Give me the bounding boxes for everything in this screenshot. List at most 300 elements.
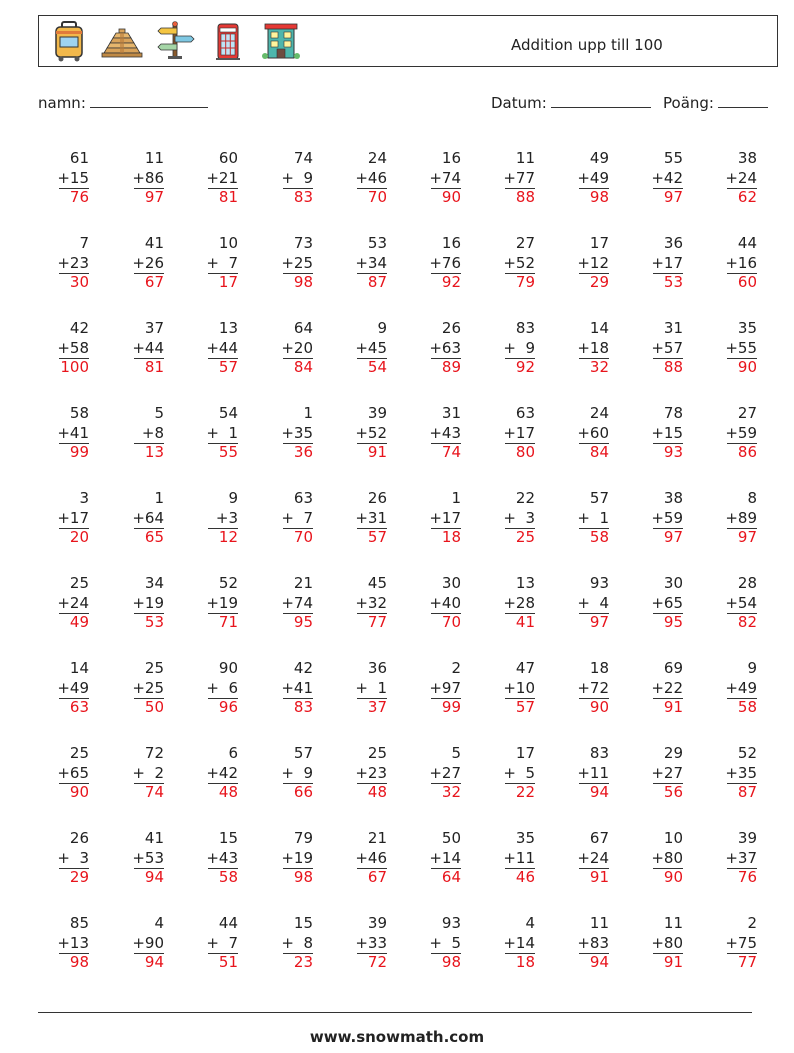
- addend-bottom: +55: [725, 338, 757, 357]
- addend-bottom: +32: [355, 593, 387, 612]
- answer: 32: [589, 358, 609, 376]
- answer-row: [104, 443, 164, 463]
- answer-row: [549, 273, 609, 293]
- sum-rule: [283, 698, 313, 699]
- problem: [29, 659, 89, 718]
- problem: [327, 914, 387, 973]
- answer-row: [623, 358, 683, 378]
- addend-top: 26: [69, 829, 89, 847]
- addend-bottom: +75: [725, 933, 757, 952]
- addend-bottom: +83: [577, 933, 609, 952]
- answer: 54: [367, 358, 387, 376]
- problem: [697, 319, 757, 378]
- addend-bottom: +97: [429, 678, 461, 697]
- addend-top: 34: [144, 574, 164, 592]
- addend-bottom: + 7: [281, 508, 313, 527]
- answer-row: [104, 273, 164, 293]
- sum-rule: [283, 528, 313, 529]
- problem: [327, 659, 387, 718]
- worksheet-header: [38, 15, 778, 67]
- addend-bottom: +90: [132, 933, 164, 952]
- sum-rule: [134, 783, 164, 784]
- problem: [475, 829, 535, 888]
- answer-row: [104, 868, 164, 888]
- addend-top: 16: [441, 149, 461, 167]
- addend-bottom: +11: [577, 763, 609, 782]
- problem: [401, 489, 461, 548]
- sum-rule: [59, 528, 89, 529]
- footer-divider: [38, 1012, 752, 1013]
- problem: [104, 744, 164, 803]
- answer: 70: [293, 528, 313, 546]
- answer: 83: [293, 188, 313, 206]
- answer-row: [178, 613, 238, 633]
- addend-top: 1: [303, 404, 313, 422]
- addend-bottom: +54: [725, 593, 757, 612]
- problem: [401, 659, 461, 718]
- problem: [401, 234, 461, 293]
- sum-rule: [134, 868, 164, 869]
- problem: [401, 829, 461, 888]
- sum-rule: [208, 953, 238, 954]
- addend-bottom: +8: [141, 423, 164, 442]
- answer-row: [29, 868, 89, 888]
- sum-rule: [579, 613, 609, 614]
- answer: 100: [60, 358, 89, 376]
- answer: 89: [441, 358, 461, 376]
- sum-rule: [653, 528, 683, 529]
- addend-top: 39: [737, 829, 757, 847]
- sum-rule: [357, 273, 387, 274]
- problem: [549, 574, 609, 633]
- addend-bottom: +27: [651, 763, 683, 782]
- answer: 48: [218, 783, 238, 801]
- addend-bottom: +3: [215, 508, 238, 527]
- answer-row: [104, 358, 164, 378]
- problem: [253, 149, 313, 208]
- sum-rule: [505, 783, 535, 784]
- addend-top: 21: [293, 574, 313, 592]
- problem: [104, 404, 164, 463]
- answer: 58: [218, 868, 238, 886]
- problem: [549, 149, 609, 208]
- addend-bottom: +22: [651, 678, 683, 697]
- problem: [104, 829, 164, 888]
- problem: [401, 574, 461, 633]
- answer-row: [253, 358, 313, 378]
- answer-row: [253, 698, 313, 718]
- addend-bottom: +27: [429, 763, 461, 782]
- sum-rule: [431, 698, 461, 699]
- answer: 53: [663, 273, 683, 291]
- answer: 56: [663, 783, 683, 801]
- answer-row: [29, 528, 89, 548]
- addend-top: 28: [737, 574, 757, 592]
- name-field[interactable]: [38, 94, 208, 112]
- addend-top: 54: [218, 404, 238, 422]
- problem: [29, 574, 89, 633]
- answer-row: [178, 273, 238, 293]
- addend-bottom: + 9: [281, 763, 313, 782]
- addend-bottom: +21: [206, 168, 238, 187]
- problem: [475, 234, 535, 293]
- sum-rule: [579, 528, 609, 529]
- answer: 94: [144, 953, 164, 971]
- addend-bottom: +72: [577, 678, 609, 697]
- addend-bottom: +53: [132, 848, 164, 867]
- sum-rule: [283, 273, 313, 274]
- sum-rule: [134, 698, 164, 699]
- addend-bottom: +65: [651, 593, 683, 612]
- problem: [401, 319, 461, 378]
- answer-row: [697, 613, 757, 633]
- problem: [178, 829, 238, 888]
- addend-top: 25: [144, 659, 164, 677]
- answer: 51: [218, 953, 238, 971]
- sum-rule: [134, 358, 164, 359]
- addend-bottom: +24: [577, 848, 609, 867]
- answer: 81: [218, 188, 238, 206]
- answer: 90: [69, 783, 89, 801]
- answer-row: [623, 613, 683, 633]
- score-line: [718, 95, 768, 108]
- addend-top: 5: [451, 744, 461, 762]
- sum-rule: [727, 273, 757, 274]
- answer: 99: [441, 698, 461, 716]
- answer: 48: [367, 783, 387, 801]
- addend-top: 31: [441, 404, 461, 422]
- sum-rule: [134, 443, 164, 444]
- answer: 64: [441, 868, 461, 886]
- problem: [29, 744, 89, 803]
- addend-bottom: + 2: [132, 763, 164, 782]
- answer: 77: [737, 953, 757, 971]
- answer-row: [623, 783, 683, 803]
- answer: 97: [737, 528, 757, 546]
- problem: [623, 489, 683, 548]
- addend-top: 44: [737, 234, 757, 252]
- addend-bottom: +60: [577, 423, 609, 442]
- sum-rule: [727, 443, 757, 444]
- answer: 98: [293, 273, 313, 291]
- sum-rule: [59, 443, 89, 444]
- addend-bottom: +17: [503, 423, 535, 442]
- sum-rule: [653, 613, 683, 614]
- addend-bottom: +41: [281, 678, 313, 697]
- sum-rule: [653, 783, 683, 784]
- pyramid-icon: [100, 19, 144, 63]
- addend-bottom: + 6: [206, 678, 238, 697]
- problem: [29, 149, 89, 208]
- answer: 98: [441, 953, 461, 971]
- problem: [253, 829, 313, 888]
- problem: [475, 319, 535, 378]
- answer-row: [29, 273, 89, 293]
- answer-row: [29, 358, 89, 378]
- sum-rule: [208, 443, 238, 444]
- problem: [623, 319, 683, 378]
- sum-rule: [653, 188, 683, 189]
- addend-bottom: +49: [577, 168, 609, 187]
- addend-bottom: +35: [281, 423, 313, 442]
- answer-row: [623, 698, 683, 718]
- addend-bottom: +57: [651, 338, 683, 357]
- addend-bottom: +80: [651, 933, 683, 952]
- answer-row: [549, 698, 609, 718]
- answer-row: [475, 358, 535, 378]
- problem: [697, 659, 757, 718]
- problem: [697, 149, 757, 208]
- answer: 94: [144, 868, 164, 886]
- problem: [549, 319, 609, 378]
- answer-row: [475, 273, 535, 293]
- sum-rule: [727, 613, 757, 614]
- addend-top: 26: [441, 319, 461, 337]
- sum-rule: [431, 953, 461, 954]
- answer-row: [29, 188, 89, 208]
- answer-row: [401, 273, 461, 293]
- addend-top: 63: [293, 489, 313, 507]
- sum-rule: [579, 698, 609, 699]
- addend-top: 2: [747, 914, 757, 932]
- header-icons: [47, 19, 303, 63]
- answer-row: [475, 613, 535, 633]
- addend-bottom: +14: [429, 848, 461, 867]
- problem: [104, 149, 164, 208]
- problem: [327, 574, 387, 633]
- problem: [623, 234, 683, 293]
- date-field[interactable]: [491, 94, 651, 112]
- addend-bottom: +44: [206, 338, 238, 357]
- sum-rule: [283, 868, 313, 869]
- answer-row: [401, 188, 461, 208]
- answer-row: [178, 953, 238, 973]
- addend-top: 18: [589, 659, 609, 677]
- sum-rule: [357, 443, 387, 444]
- answer: 30: [69, 273, 89, 291]
- addend-top: 47: [515, 659, 535, 677]
- addend-bottom: +46: [355, 168, 387, 187]
- addend-bottom: + 3: [57, 848, 89, 867]
- addend-top: 10: [663, 829, 683, 847]
- answer-row: [475, 953, 535, 973]
- problem: [253, 319, 313, 378]
- sum-rule: [357, 613, 387, 614]
- answer-row: [697, 188, 757, 208]
- answer: 92: [515, 358, 535, 376]
- addend-top: 38: [737, 149, 757, 167]
- addend-top: 1: [154, 489, 164, 507]
- addend-bottom: + 3: [503, 508, 535, 527]
- addend-top: 9: [377, 319, 387, 337]
- problem: [697, 829, 757, 888]
- addend-top: 25: [69, 744, 89, 762]
- sum-rule: [431, 613, 461, 614]
- addend-top: 2: [451, 659, 461, 677]
- addend-top: 73: [293, 234, 313, 252]
- problem: [549, 404, 609, 463]
- addend-top: 85: [69, 914, 89, 932]
- addend-bottom: +42: [206, 763, 238, 782]
- sum-rule: [505, 358, 535, 359]
- sum-rule: [59, 273, 89, 274]
- problem: [29, 234, 89, 293]
- answer-row: [401, 613, 461, 633]
- answer: 13: [144, 443, 164, 461]
- addend-bottom: +11: [503, 848, 535, 867]
- sum-rule: [134, 273, 164, 274]
- addend-bottom: +26: [132, 253, 164, 272]
- problem: [253, 914, 313, 973]
- addend-top: 35: [737, 319, 757, 337]
- answer: 86: [737, 443, 757, 461]
- addend-top: 67: [589, 829, 609, 847]
- addend-bottom: +40: [429, 593, 461, 612]
- sum-rule: [357, 953, 387, 954]
- addend-bottom: +49: [57, 678, 89, 697]
- sum-rule: [579, 443, 609, 444]
- addend-top: 53: [367, 234, 387, 252]
- addend-bottom: +18: [577, 338, 609, 357]
- addend-bottom: +45: [355, 338, 387, 357]
- answer-row: [549, 953, 609, 973]
- answer-row: [475, 868, 535, 888]
- addend-top: 5: [154, 404, 164, 422]
- addend-top: 13: [515, 574, 535, 592]
- addend-top: 78: [663, 404, 683, 422]
- answer-row: [253, 613, 313, 633]
- answer: 83: [293, 698, 313, 716]
- addend-bottom: + 5: [503, 763, 535, 782]
- answer-row: [253, 273, 313, 293]
- answer-row: [29, 698, 89, 718]
- addend-top: 9: [747, 659, 757, 677]
- addend-top: 39: [367, 914, 387, 932]
- problem: [697, 574, 757, 633]
- answer: 95: [293, 613, 313, 631]
- answer-row: [29, 783, 89, 803]
- addend-top: 17: [589, 234, 609, 252]
- sum-rule: [208, 868, 238, 869]
- problem: [475, 914, 535, 973]
- problem: [327, 829, 387, 888]
- addend-top: 36: [367, 659, 387, 677]
- problem: [623, 914, 683, 973]
- problem: [475, 744, 535, 803]
- sum-rule: [208, 783, 238, 784]
- addend-bottom: +43: [206, 848, 238, 867]
- answer: 32: [441, 783, 461, 801]
- addend-bottom: +77: [503, 168, 535, 187]
- problem: [549, 744, 609, 803]
- answer: 94: [589, 953, 609, 971]
- problem: [549, 914, 609, 973]
- answer: 49: [69, 613, 89, 631]
- addend-bottom: +17: [429, 508, 461, 527]
- answer: 88: [663, 358, 683, 376]
- sum-rule: [208, 613, 238, 614]
- addend-bottom: +41: [57, 423, 89, 442]
- answer-row: [253, 868, 313, 888]
- answer: 67: [367, 868, 387, 886]
- problem: [623, 574, 683, 633]
- answer-row: [697, 783, 757, 803]
- answer-row: [178, 443, 238, 463]
- answer: 87: [737, 783, 757, 801]
- problem: [401, 149, 461, 208]
- answer-row: [549, 613, 609, 633]
- addend-top: 44: [218, 914, 238, 932]
- problem: [549, 234, 609, 293]
- score-field[interactable]: [663, 94, 768, 112]
- answer-row: [549, 783, 609, 803]
- answer-row: [475, 528, 535, 548]
- sum-rule: [727, 528, 757, 529]
- addend-top: 45: [367, 574, 387, 592]
- answer: 90: [441, 188, 461, 206]
- addend-top: 72: [144, 744, 164, 762]
- problem: [623, 659, 683, 718]
- sum-rule: [727, 698, 757, 699]
- sum-rule: [59, 358, 89, 359]
- answer-row: [623, 273, 683, 293]
- problem: [104, 914, 164, 973]
- problem: [697, 404, 757, 463]
- answer-row: [549, 528, 609, 548]
- answer-row: [327, 613, 387, 633]
- addend-bottom: +89: [725, 508, 757, 527]
- answer-row: [327, 358, 387, 378]
- sum-rule: [208, 358, 238, 359]
- addend-bottom: +76: [429, 253, 461, 272]
- sum-rule: [283, 358, 313, 359]
- addend-bottom: +19: [281, 848, 313, 867]
- answer: 20: [69, 528, 89, 546]
- sum-rule: [357, 868, 387, 869]
- answer-row: [178, 868, 238, 888]
- answer: 94: [589, 783, 609, 801]
- answer: 98: [589, 188, 609, 206]
- addend-top: 42: [69, 319, 89, 337]
- answer-row: [401, 953, 461, 973]
- addend-bottom: + 7: [206, 933, 238, 952]
- answer: 57: [218, 358, 238, 376]
- addend-bottom: +24: [725, 168, 757, 187]
- sum-rule: [579, 358, 609, 359]
- answer: 88: [515, 188, 535, 206]
- addend-top: 25: [367, 744, 387, 762]
- answer: 41: [515, 613, 535, 631]
- sum-rule: [59, 698, 89, 699]
- answer: 90: [589, 698, 609, 716]
- answer: 22: [515, 783, 535, 801]
- answer: 50: [144, 698, 164, 716]
- problem: [104, 489, 164, 548]
- problem: [178, 319, 238, 378]
- addend-bottom: +46: [355, 848, 387, 867]
- addend-bottom: +42: [651, 168, 683, 187]
- addend-top: 8: [747, 489, 757, 507]
- addend-bottom: +19: [206, 593, 238, 612]
- answer: 91: [663, 953, 683, 971]
- problem: [178, 744, 238, 803]
- problem: [623, 149, 683, 208]
- answer: 98: [69, 953, 89, 971]
- addend-bottom: +17: [57, 508, 89, 527]
- addend-bottom: +34: [355, 253, 387, 272]
- addend-bottom: +23: [355, 763, 387, 782]
- suitcase-icon: [47, 19, 91, 63]
